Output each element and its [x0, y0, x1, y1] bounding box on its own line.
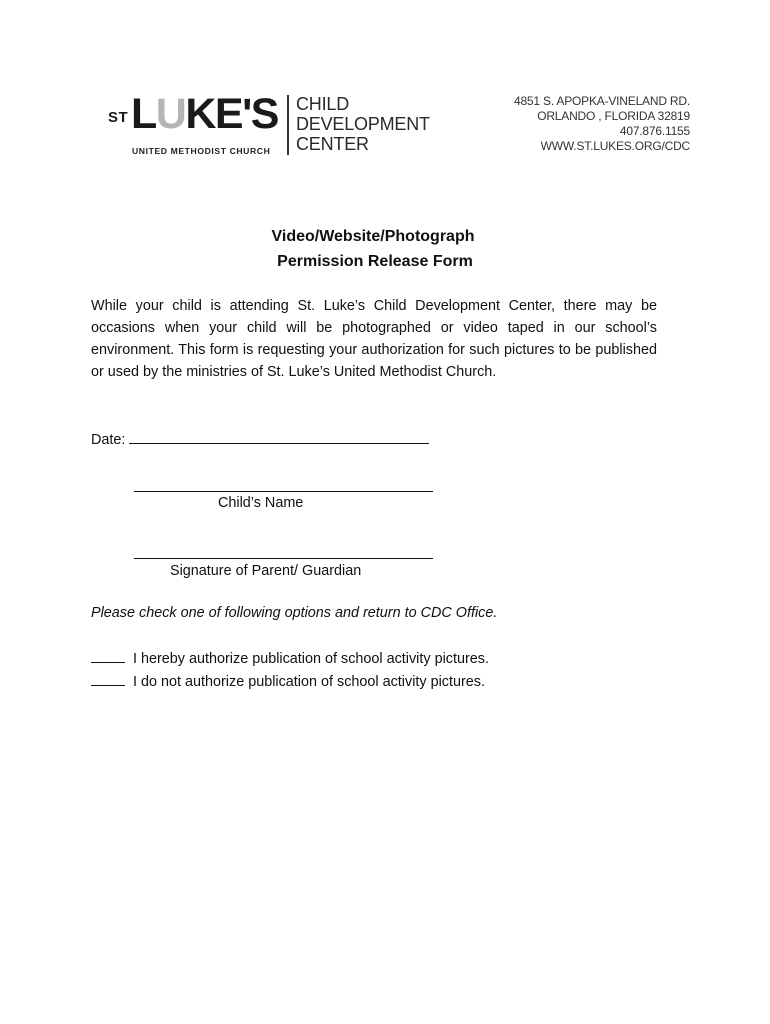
logo-name — [131, 92, 278, 136]
logo-cdc-line2: DEVELOPMENT — [296, 114, 430, 134]
logo-church-name: UNITED METHODIST CHURCH — [132, 146, 271, 156]
instruction-text: Please check one of following options and return to CDC Office. — [91, 605, 498, 621]
address-city: ORLANDO , FLORIDA 32819 — [537, 109, 690, 123]
logo-prefix: ST — [108, 109, 129, 126]
option-decline-checkbox[interactable] — [91, 671, 125, 686]
date-label: Date: — [91, 432, 126, 448]
logo-name-part1: L — [131, 90, 156, 138]
logo-name-part2: U — [155, 90, 186, 138]
date-field[interactable] — [129, 429, 429, 444]
logo-cdc-block — [296, 94, 430, 154]
logo-cdc-line3: CENTER — [296, 134, 369, 154]
logo-divider — [287, 95, 289, 155]
date-row — [91, 429, 429, 448]
option-authorize-checkbox[interactable] — [91, 648, 125, 663]
option-authorize-label: I hereby authorize publication of school activity pictures. — [133, 651, 489, 667]
signature-field[interactable] — [134, 557, 433, 559]
child-name-field[interactable] — [134, 490, 433, 492]
option-decline-label: I do not authorize publication of school activity pictures. — [133, 674, 485, 690]
form-subtitle: Permission Release Form — [277, 253, 473, 270]
signature-label: Signature of Parent/ Guardian — [170, 563, 362, 579]
form-title: Video/Website/Photograph — [271, 228, 475, 245]
option-authorize — [91, 648, 489, 667]
intro-paragraph: While your child is attending St. Luke’s Child Development Center, there may be occasions when your child will be photographed or video taped in our school’s environment. This form is requesting your authorization for such pictures to be published or used by the ministries of St. Luke’s United Methodist Church. — [91, 298, 657, 380]
address-phone: 407.876.1155 — [619, 124, 690, 138]
address-website: WWW.ST.LUKES.ORG/CDC — [540, 139, 690, 153]
address-block — [514, 94, 690, 154]
logo-cdc-line1: CHILD — [296, 94, 350, 114]
logo-name-part3: KE'S — [185, 90, 278, 138]
st-lukes-logo — [108, 92, 428, 162]
option-decline — [91, 671, 485, 690]
address-street: 4851 S. APOPKA-VINELAND RD. — [513, 94, 690, 108]
child-name-label: Child’s Name — [218, 495, 304, 511]
